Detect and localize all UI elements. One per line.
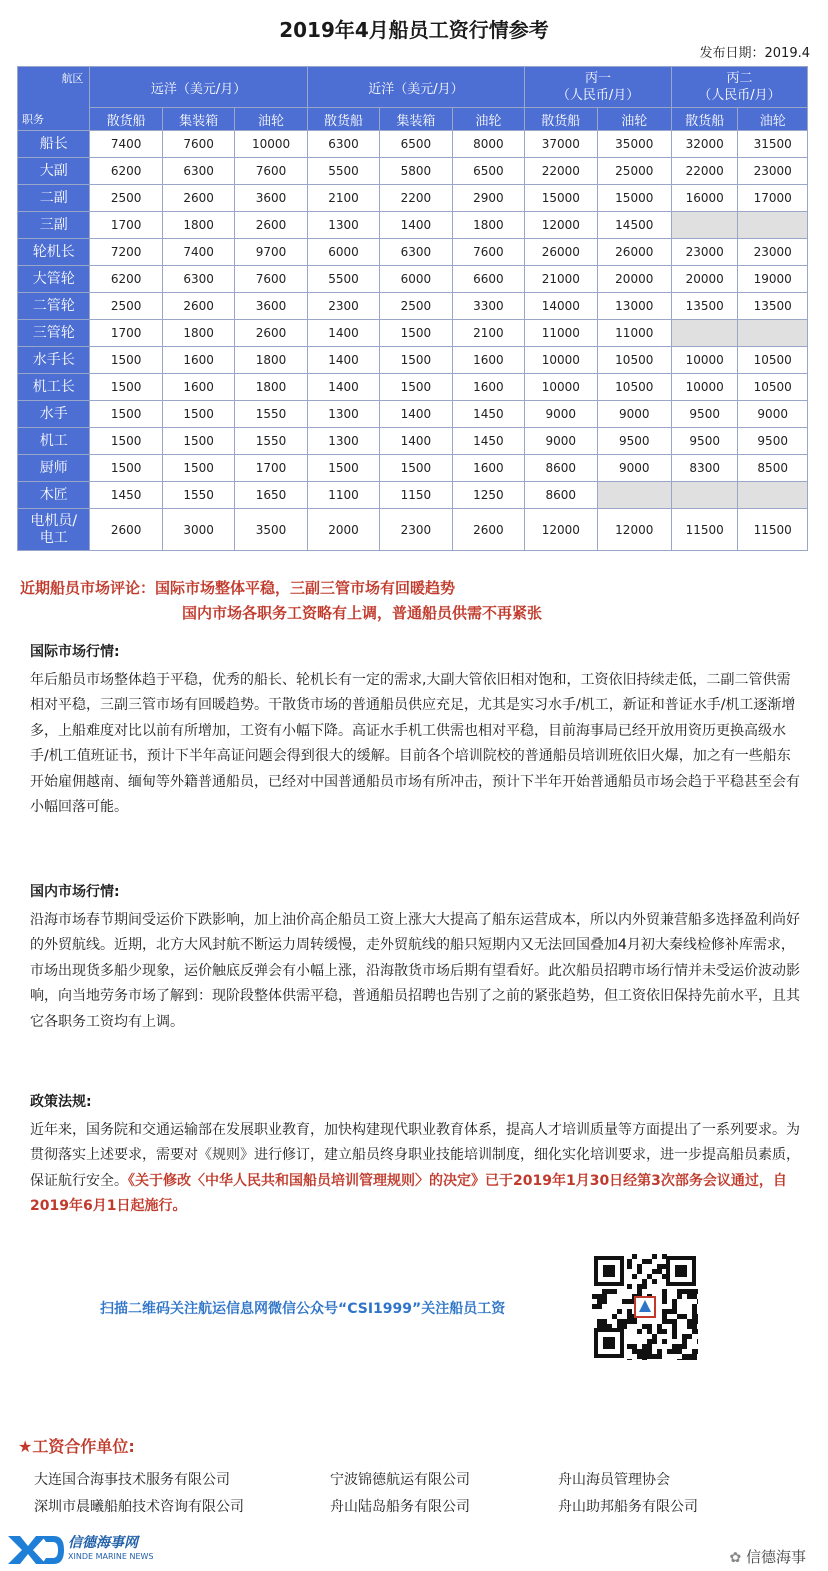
wage-cell: 7400 <box>90 131 162 158</box>
wage-cell: 1450 <box>90 482 162 509</box>
wage-cell: 6300 <box>162 158 234 185</box>
wage-cell <box>738 320 808 347</box>
wage-cell <box>672 320 738 347</box>
wage-cell: 1400 <box>307 374 379 401</box>
wage-cell: 6000 <box>307 239 379 266</box>
wage-cell: 1550 <box>235 428 307 455</box>
wage-cell: 1500 <box>90 347 162 374</box>
wage-cell: 7400 <box>162 239 234 266</box>
wage-cell: 25000 <box>597 158 671 185</box>
wage-cell: 3300 <box>452 293 524 320</box>
wage-cell: 20000 <box>672 266 738 293</box>
corner-role-label: 职务 <box>22 113 44 126</box>
comment-line-2: 国内市场各职务工资略有上调，普通船员供需不再紧张 <box>182 604 543 622</box>
wage-cell: 6300 <box>380 239 452 266</box>
vessel-type-header: 油轮 <box>235 108 307 131</box>
coop-unit: 宁波锦德航运有限公司 <box>330 1472 470 1488</box>
coop-unit: 舟山陆岛船务有限公司 <box>330 1499 470 1515</box>
wage-cell: 8500 <box>738 455 808 482</box>
wage-cell: 2000 <box>307 509 379 551</box>
wage-cell: 10000 <box>672 374 738 401</box>
wage-cell: 1800 <box>235 374 307 401</box>
wage-cell: 1450 <box>452 428 524 455</box>
wage-cell: 2500 <box>90 185 162 212</box>
market-comment <box>20 576 542 626</box>
table-row <box>18 509 808 551</box>
domestic-heading: 国内市场行情: <box>30 884 120 900</box>
role-label: 水手 <box>18 401 90 428</box>
vessel-type-header: 油轮 <box>738 108 808 131</box>
wage-cell: 17000 <box>738 185 808 212</box>
wage-cell: 7600 <box>162 131 234 158</box>
wage-cell: 23000 <box>738 239 808 266</box>
wage-cell: 1700 <box>90 212 162 239</box>
wage-cell: 6300 <box>162 266 234 293</box>
wage-cell: 1500 <box>380 374 452 401</box>
wage-cell: 9500 <box>672 401 738 428</box>
role-label: 轮机长 <box>18 239 90 266</box>
wage-cell: 10000 <box>525 374 597 401</box>
wage-cell: 8600 <box>525 482 597 509</box>
page-title: 2019年4月船员工资行情参考 <box>279 18 549 42</box>
wage-cell: 1500 <box>380 320 452 347</box>
wage-cell: 1300 <box>307 401 379 428</box>
wage-cell: 2600 <box>90 509 162 551</box>
wage-cell: 22000 <box>672 158 738 185</box>
table-row <box>18 347 808 374</box>
wage-cell: 2300 <box>307 293 379 320</box>
table-row <box>18 455 808 482</box>
wage-cell: 32000 <box>672 131 738 158</box>
table-row <box>18 185 808 212</box>
wage-cell: 23000 <box>738 158 808 185</box>
wage-cell: 12000 <box>597 509 671 551</box>
wage-cell: 1500 <box>90 428 162 455</box>
wage-cell: 7600 <box>452 239 524 266</box>
role-label: 机工长 <box>18 374 90 401</box>
wage-cell: 1300 <box>307 212 379 239</box>
xd-logo-icon <box>6 1530 66 1566</box>
wage-cell: 8300 <box>672 455 738 482</box>
wage-cell: 1500 <box>90 455 162 482</box>
coop-unit: 舟山助邦船务有限公司 <box>558 1499 698 1515</box>
wage-cell: 1450 <box>452 401 524 428</box>
wage-cell: 35000 <box>597 131 671 158</box>
wage-cell: 6200 <box>90 266 162 293</box>
comment-line-1: 近期船员市场评论：国际市场整体平稳，三副三管市场有回暖趋势 <box>20 579 456 597</box>
wage-cell: 1650 <box>235 482 307 509</box>
wage-cell: 8600 <box>525 455 597 482</box>
domestic-body: 沿海市场春节期间受运价下跌影响，加上油价高企船员工资上涨大大提高了船东运营成本，所以内外贸兼营船多选择盈利尚好的外贸航线。近期，北方大风封航不断运力周转缓慢，走外贸航线的船只短期内又无法回国叠加4月初大秦线检修补库需求，市场出现货多船少现象，运价触底反弹会有小幅上涨，沿海散货市场后期有望看好。此次船员招聘市场行情并未受运价波动影响，向当地劳务市场了解到：现阶段整体供需平稳，普通船员招聘也告别了之前的紧张趋势，但工资依旧保持先前水平，且其它各职务工资均有上调。 <box>30 911 800 1030</box>
corner-region-label: 航区 <box>61 72 84 85</box>
wage-cell: 13500 <box>738 293 808 320</box>
wage-cell: 13000 <box>597 293 671 320</box>
wage-cell: 2600 <box>452 509 524 551</box>
footer-logo-text: 信德海事网 <box>68 1535 138 1551</box>
wage-cell: 1700 <box>235 455 307 482</box>
table-row <box>18 428 808 455</box>
wage-cell: 10500 <box>738 374 808 401</box>
wage-cell: 2600 <box>235 212 307 239</box>
wage-cell: 9000 <box>738 401 808 428</box>
wage-cell: 9500 <box>738 428 808 455</box>
wage-cell: 2900 <box>452 185 524 212</box>
wage-cell: 1500 <box>162 455 234 482</box>
table-row <box>18 212 808 239</box>
wage-cell: 1500 <box>380 347 452 374</box>
role-label: 厨师 <box>18 455 90 482</box>
policy-heading: 政策法规: <box>30 1094 92 1110</box>
role-label: 水手长 <box>18 347 90 374</box>
wage-cell: 2600 <box>162 293 234 320</box>
wechat-account-name: 信德海事 <box>745 1548 806 1566</box>
wage-cell: 26000 <box>525 239 597 266</box>
wage-cell: 9500 <box>672 428 738 455</box>
table-row <box>18 293 808 320</box>
wage-cell: 3000 <box>162 509 234 551</box>
table-row <box>18 131 808 158</box>
wage-cell <box>672 482 738 509</box>
wage-cell: 1500 <box>162 428 234 455</box>
wage-cell: 1600 <box>452 347 524 374</box>
vessel-type-header: 散货船 <box>672 108 738 131</box>
wage-cell: 26000 <box>597 239 671 266</box>
wage-cell: 22000 <box>525 158 597 185</box>
table-row <box>18 320 808 347</box>
wage-cell: 2100 <box>452 320 524 347</box>
wage-cell: 10500 <box>597 374 671 401</box>
wage-cell: 1500 <box>90 401 162 428</box>
wage-cell: 20000 <box>597 266 671 293</box>
wage-cell: 2100 <box>307 185 379 212</box>
wage-cell: 5800 <box>380 158 452 185</box>
role-label: 三管轮 <box>18 320 90 347</box>
wage-cell: 1600 <box>452 374 524 401</box>
wage-cell <box>597 482 671 509</box>
wage-cell: 3600 <box>235 293 307 320</box>
policy-body: 近年来，国务院和交通运输部在发展职业教育，加快构建现代职业教育体系，提高人才培训质量等方面提出了一系列要求。为贯彻落实上述要求，需要对《规则》进行修订，建立船员终身职业技能培训制度，细化实化培训要求，进一步提高船员素质，保证航行安全。 <box>30 1121 800 1189</box>
wage-cell: 3500 <box>235 509 307 551</box>
wage-cell: 9000 <box>597 401 671 428</box>
wage-cell: 6500 <box>380 131 452 158</box>
wage-cell: 1300 <box>307 428 379 455</box>
wage-cell: 10500 <box>597 347 671 374</box>
qr-code <box>592 1254 698 1360</box>
wage-cell: 1800 <box>162 212 234 239</box>
wage-cell: 31500 <box>738 131 808 158</box>
wage-cell: 1400 <box>380 428 452 455</box>
wage-cell: 6600 <box>452 266 524 293</box>
international-section <box>30 640 800 821</box>
publish-date: 发布日期：2019.4 <box>699 46 810 61</box>
footer-logo-sub: XINDE MARINE NEWS <box>68 1552 154 1561</box>
wage-cell: 1500 <box>380 455 452 482</box>
table-corner <box>18 67 90 131</box>
table-row <box>18 158 808 185</box>
wage-cell: 1500 <box>162 401 234 428</box>
wage-cell: 1700 <box>90 320 162 347</box>
wage-cell: 12000 <box>525 509 597 551</box>
wage-cell: 1500 <box>307 455 379 482</box>
wage-cell: 11500 <box>672 509 738 551</box>
wage-cell: 2500 <box>90 293 162 320</box>
wage-cell: 5500 <box>307 266 379 293</box>
wage-cell: 1400 <box>307 320 379 347</box>
table-row <box>18 401 808 428</box>
wage-cell <box>738 212 808 239</box>
vessel-type-header: 散货船 <box>307 108 379 131</box>
international-body: 年后船员市场整体趋于平稳，优秀的船长、轮机长有一定的需求,大副大管依旧相对饱和，工资依旧持续走低，二副二管供需相对平稳，三副三管市场有回暖趋势。干散货市场的普通船员供应充足，尤其是实习水手/机工，新证和普证水手/机工逐渐增多，上船难度对比以前有所增加，工资有小幅下降。高证水手机工供需也相对平稳，目前海事局已经开放用资历更换高级水手/机工值班证书，预计下半年高证问题会得到很大的缓解。目前各个培训院校的普通船员培训班依旧火爆，加之有一些船东开始雇佣越南、缅甸等外籍普通船员，已经对中国普通船员市场有所冲击，预计下半年开始普通船员市场会趋于平稳甚至会有小幅回落可能。 <box>30 671 800 815</box>
wage-cell: 3600 <box>235 185 307 212</box>
role-label: 大副 <box>18 158 90 185</box>
table-row <box>18 239 808 266</box>
cooperation-title: ★工资合作单位: <box>18 1437 135 1456</box>
policy-highlight: 《关于修改〈中华人民共和国船员培训管理规则〉的决定》已于2019年1月30日经第3次部务会议通过，自2019年6月1日起施行。 <box>30 1172 787 1214</box>
wage-cell: 15000 <box>597 185 671 212</box>
role-label: 大管轮 <box>18 266 90 293</box>
role-label: 电机员/ 电工 <box>18 509 90 551</box>
wage-cell: 1600 <box>162 374 234 401</box>
policy-section <box>30 1090 800 1220</box>
footer-logo <box>6 1530 156 1566</box>
role-label: 三副 <box>18 212 90 239</box>
international-heading: 国际市场行情: <box>30 644 120 660</box>
wage-cell: 9000 <box>525 428 597 455</box>
wage-cell: 7600 <box>235 158 307 185</box>
domestic-section <box>30 880 800 1035</box>
wage-cell: 16000 <box>672 185 738 212</box>
wage-cell: 9700 <box>235 239 307 266</box>
group-header-ocean: 远洋（美元/月） <box>90 67 307 108</box>
vessel-type-header: 散货船 <box>525 108 597 131</box>
wage-cell: 1150 <box>380 482 452 509</box>
wage-cell: 7600 <box>235 266 307 293</box>
wage-cell: 14500 <box>597 212 671 239</box>
table-row <box>18 266 808 293</box>
wage-cell: 10000 <box>235 131 307 158</box>
wage-cell: 23000 <box>672 239 738 266</box>
wage-cell: 9500 <box>597 428 671 455</box>
wage-cell <box>738 482 808 509</box>
wage-cell: 1600 <box>162 347 234 374</box>
table-row <box>18 482 808 509</box>
coop-unit: 大连国合海事技术服务有限公司 <box>34 1472 230 1488</box>
wage-cell: 6000 <box>380 266 452 293</box>
coop-unit: 深圳市晨曦船舶技术咨询有限公司 <box>34 1499 244 1515</box>
wage-cell: 1500 <box>90 374 162 401</box>
wage-cell: 1400 <box>380 212 452 239</box>
vessel-type-header: 油轮 <box>452 108 524 131</box>
group-header-nearsea: 近洋（美元/月） <box>307 67 524 108</box>
wage-cell: 1800 <box>452 212 524 239</box>
role-label: 机工 <box>18 428 90 455</box>
role-label: 船长 <box>18 131 90 158</box>
vessel-type-header: 散货船 <box>90 108 162 131</box>
wage-cell: 37000 <box>525 131 597 158</box>
wage-cell: 1100 <box>307 482 379 509</box>
wage-table <box>17 66 808 551</box>
wage-cell: 1400 <box>380 401 452 428</box>
wechat-account <box>729 1546 806 1567</box>
wage-cell: 6500 <box>452 158 524 185</box>
wage-cell: 9000 <box>597 455 671 482</box>
wage-cell: 9000 <box>525 401 597 428</box>
table-row <box>18 374 808 401</box>
group-header-bing2: 丙二 （人民币/月） <box>672 67 808 108</box>
wage-cell: 1800 <box>235 347 307 374</box>
wechat-icon: ✿ <box>729 1550 742 1566</box>
wage-cell <box>672 212 738 239</box>
wage-cell: 1600 <box>452 455 524 482</box>
coop-unit: 舟山海员管理协会 <box>558 1472 670 1488</box>
scan-instruction: 扫描二维码关注航运信息网微信公众号“CSI1999”关注船员工资 <box>100 1301 506 1317</box>
wage-cell: 14000 <box>525 293 597 320</box>
wage-cell: 8000 <box>452 131 524 158</box>
wage-cell: 1800 <box>162 320 234 347</box>
wage-cell: 6200 <box>90 158 162 185</box>
wage-cell: 1550 <box>162 482 234 509</box>
wage-cell: 2600 <box>162 185 234 212</box>
vessel-type-header: 集装箱 <box>162 108 234 131</box>
wage-cell: 10000 <box>525 347 597 374</box>
wage-cell: 2300 <box>380 509 452 551</box>
role-label: 二管轮 <box>18 293 90 320</box>
wage-cell: 1250 <box>452 482 524 509</box>
wage-cell: 2500 <box>380 293 452 320</box>
wage-cell: 11000 <box>525 320 597 347</box>
role-label: 二副 <box>18 185 90 212</box>
wage-cell: 13500 <box>672 293 738 320</box>
wage-cell: 11000 <box>597 320 671 347</box>
vessel-type-header: 集装箱 <box>380 108 452 131</box>
wage-cell: 1550 <box>235 401 307 428</box>
wage-cell: 12000 <box>525 212 597 239</box>
wage-cell: 6300 <box>307 131 379 158</box>
wage-cell: 2600 <box>235 320 307 347</box>
wage-cell: 1400 <box>307 347 379 374</box>
vessel-type-header: 油轮 <box>597 108 671 131</box>
group-header-bing1: 丙一 （人民币/月） <box>525 67 672 108</box>
wage-cell: 21000 <box>525 266 597 293</box>
wage-cell: 15000 <box>525 185 597 212</box>
wage-cell: 2200 <box>380 185 452 212</box>
wage-cell: 19000 <box>738 266 808 293</box>
wage-cell: 11500 <box>738 509 808 551</box>
wage-cell: 10000 <box>672 347 738 374</box>
wage-cell: 5500 <box>307 158 379 185</box>
wage-cell: 7200 <box>90 239 162 266</box>
wage-cell: 10500 <box>738 347 808 374</box>
role-label: 木匠 <box>18 482 90 509</box>
